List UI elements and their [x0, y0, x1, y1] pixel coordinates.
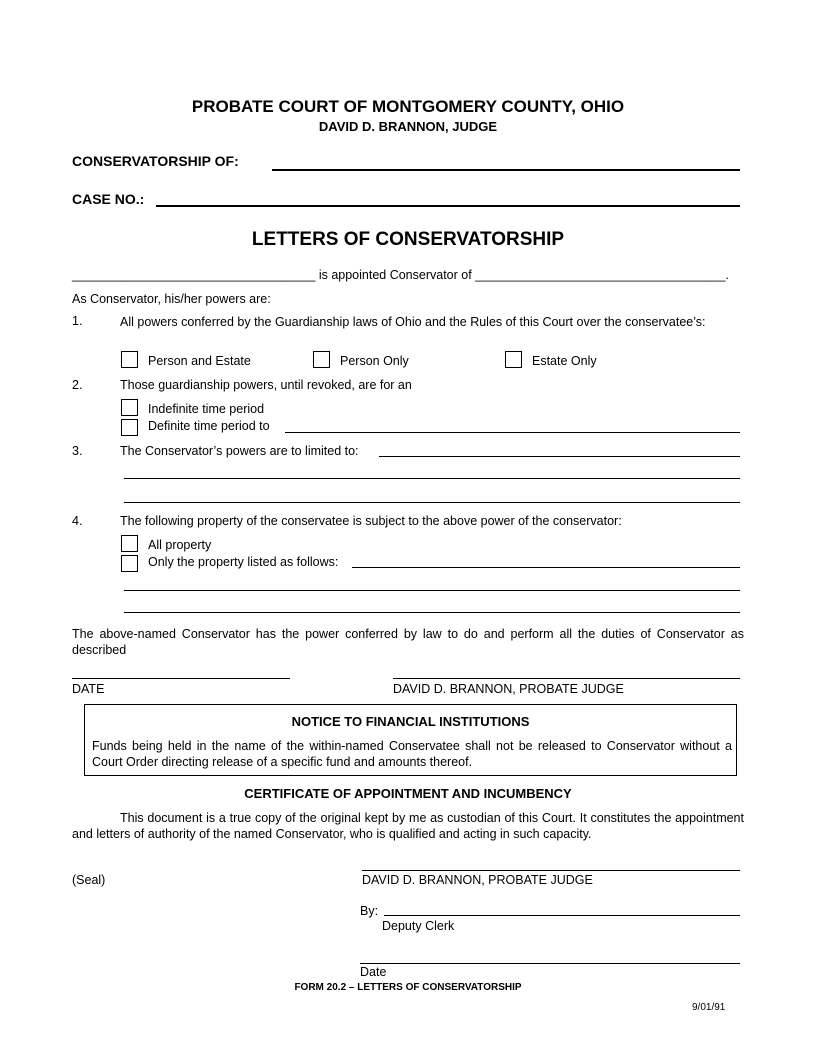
- certificate-date-label: Date: [360, 965, 387, 979]
- date-signature-line[interactable]: [72, 678, 290, 679]
- revision-date: 9/01/91: [692, 1002, 726, 1013]
- certificate-judge-label: DAVID D. BRANNON, PROBATE JUDGE: [362, 873, 593, 887]
- deputy-clerk-label: Deputy Clerk: [382, 919, 455, 933]
- checkbox-all-property[interactable]: [121, 535, 138, 552]
- definite-period-field[interactable]: [285, 432, 740, 433]
- property-list-field-line-1[interactable]: [352, 567, 740, 568]
- appointment-sentence: [72, 268, 729, 282]
- option-person-and-estate: Person and Estate: [148, 354, 251, 368]
- powers-intro: As Conservator, his/her powers are:: [72, 292, 271, 306]
- case-number-field[interactable]: [156, 205, 740, 207]
- limitations-field-line-1[interactable]: [379, 456, 740, 457]
- judge-subtitle: DAVID D. BRANNON, JUDGE: [318, 119, 498, 134]
- option-person-only: Person Only: [340, 354, 409, 368]
- closing-paragraph: The above-named Conservator has the power conferred by law to do and perform all the duties of Conservator as described: [72, 627, 744, 657]
- document-title: LETTERS OF CONSERVATORSHIP: [251, 229, 565, 250]
- item3-number: 3.: [72, 444, 83, 458]
- seal-label: (Seal): [72, 873, 106, 887]
- certificate-text: This document is a true copy of the original kept by me as custodian of this Court. It constitutes the appointment and letters of authority of the named Conservator, who is qualified and acting in such capacity.: [72, 811, 744, 841]
- item2-number: 2.: [72, 378, 83, 392]
- limitations-field-line-3[interactable]: [124, 502, 740, 503]
- conservatorship-field[interactable]: [272, 169, 740, 171]
- certificate-date-line[interactable]: [360, 963, 740, 964]
- item1-text: All powers conferred by the Guardianship laws of Ohio and the Rules of this Court over the conservatee’s:: [120, 315, 706, 329]
- option-all-property: All property: [148, 538, 212, 552]
- court-title: PROBATE COURT OF MONTGOMERY COUNTY, OHIO: [191, 97, 625, 116]
- by-label: By:: [360, 904, 379, 918]
- item3-text: The Conservator’s powers are to limited to:: [120, 444, 359, 458]
- certificate-title: CERTIFICATE OF APPOINTMENT AND INCUMBENCY: [244, 786, 572, 801]
- property-list-field-line-2[interactable]: [124, 590, 740, 591]
- checkbox-definite-period[interactable]: [121, 419, 138, 436]
- judge-signature-label: DAVID D. BRANNON, PROBATE JUDGE: [393, 682, 624, 696]
- deputy-signature-line[interactable]: [384, 915, 740, 916]
- item1-number: 1.: [72, 314, 83, 328]
- property-list-field-line-3[interactable]: [124, 612, 740, 613]
- checkbox-indefinite-period[interactable]: [121, 399, 138, 416]
- certificate-judge-signature-line[interactable]: [362, 870, 740, 871]
- appointment-text: is appointed Conservator of: [318, 268, 472, 282]
- option-listed-property: Only the property listed as follows:: [148, 555, 339, 569]
- conservator-name-blank[interactable]: ___________________________________: [72, 268, 316, 282]
- item2-text: Those guardianship powers, until revoked, are for an: [120, 378, 412, 392]
- option-definite-period: Definite time period to: [148, 419, 270, 433]
- form-footer: FORM 20.2 – LETTERS OF CONSERVATORSHIP: [294, 982, 522, 993]
- conservatorship-label: CONSERVATORSHIP OF:: [72, 153, 239, 169]
- date-label: DATE: [72, 682, 105, 696]
- notice-title: NOTICE TO FINANCIAL INSTITUTIONS: [291, 714, 530, 729]
- item4-text: The following property of the conservatee is subject to the above power of the conservator:: [120, 514, 622, 528]
- notice-text: Funds being held in the name of the within-named Conservatee shall not be released to Conservator without a Court Order directing release of a specific fund and amounts thereof.: [92, 739, 732, 769]
- conservatee-name-blank[interactable]: ____________________________________.: [475, 268, 729, 282]
- limitations-field-line-2[interactable]: [124, 478, 740, 479]
- checkbox-person-only[interactable]: [313, 351, 330, 368]
- judge-signature-line[interactable]: [393, 678, 740, 679]
- case-number-label: CASE NO.:: [72, 191, 145, 207]
- item4-number: 4.: [72, 514, 83, 528]
- notice-box: [84, 704, 737, 776]
- option-estate-only: Estate Only: [532, 354, 597, 368]
- checkbox-estate-only[interactable]: [505, 351, 522, 368]
- checkbox-listed-property[interactable]: [121, 555, 138, 572]
- option-indefinite-period: Indefinite time period: [148, 402, 265, 416]
- checkbox-person-and-estate[interactable]: [121, 351, 138, 368]
